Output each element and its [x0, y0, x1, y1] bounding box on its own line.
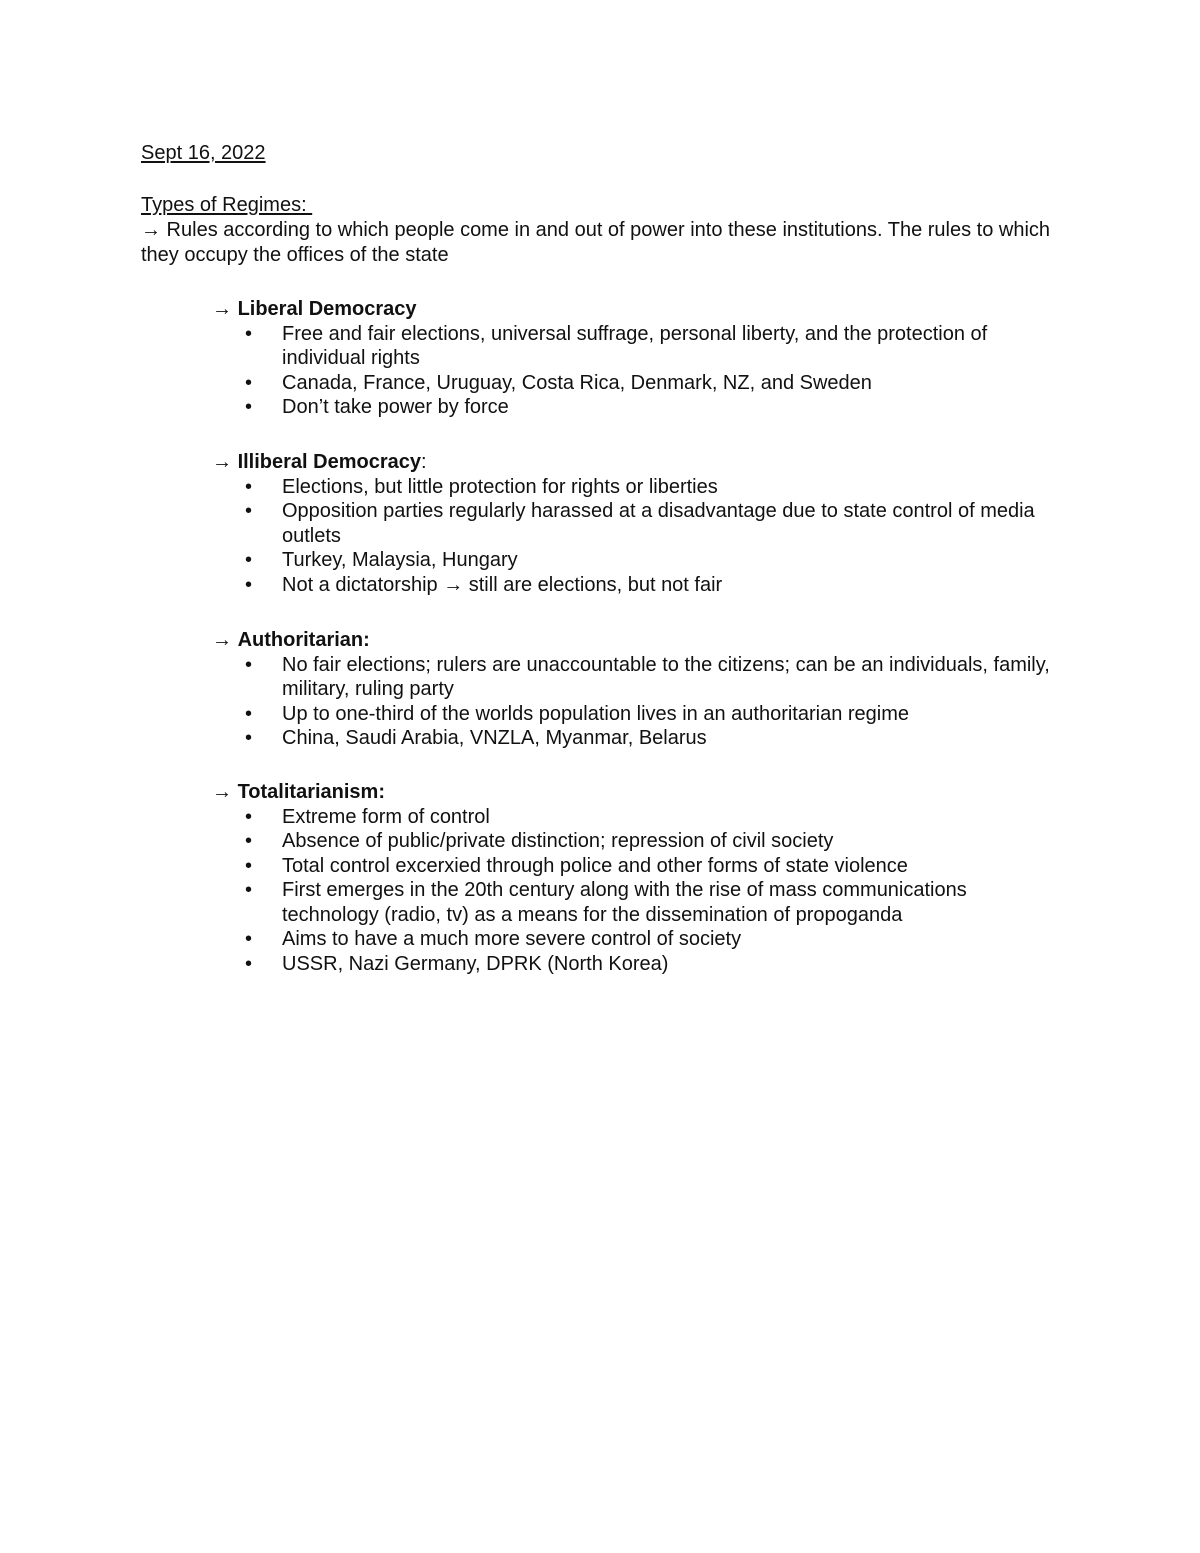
arrow-glyph: →	[212, 781, 238, 803]
list-item-text: Total control excerxied through police and other forms of state violence	[282, 854, 908, 877]
list-item	[212, 726, 1052, 751]
list-item	[212, 805, 1052, 830]
bullet-icon: •	[245, 879, 253, 901]
section-title	[212, 297, 1062, 322]
list-item	[212, 371, 1052, 396]
list-item	[212, 878, 1052, 927]
list-item-text: Aims to have a much more severe control of society	[282, 928, 742, 950]
arrow-glyph: →	[212, 298, 238, 320]
bullet-icon: •	[245, 702, 253, 725]
bullet-icon: •	[245, 549, 253, 571]
bullet-list	[212, 653, 1062, 751]
list-item-text: Free and fair elections, universal suffrage, personal liberty, and the protection of individual rights	[282, 322, 988, 369]
list-item-text: Turkey, Malaysia, Hungary	[282, 549, 518, 571]
section-title	[212, 780, 1062, 805]
section-illiberal-democracy	[212, 450, 1062, 597]
list-item-text: Not a dictatorship → still are elections, but not fair	[282, 573, 723, 596]
list-item-text: No fair elections; rulers are unaccountable to the citizens; can be an individuals, family, military, ruling party	[282, 653, 1050, 700]
bullet-icon: •	[245, 952, 253, 975]
list-item-text: Don’t take power by force	[282, 396, 509, 418]
bullet-icon: •	[245, 371, 253, 394]
section-totalitarianism	[212, 780, 1062, 976]
list-item	[212, 573, 1052, 598]
bullet-icon: •	[245, 727, 253, 749]
list-item	[212, 548, 1052, 573]
bullet-icon: •	[245, 396, 253, 418]
bullet-icon: •	[245, 475, 253, 498]
list-item	[212, 322, 1052, 371]
list-item-text: USSR, Nazi Germany, DPRK (North Korea)	[282, 952, 669, 975]
list-item-text: Up to one-third of the worlds population lives in an authoritarian regime	[282, 702, 910, 725]
section-title-text: Authoritarian:	[237, 629, 370, 651]
section-authoritarian	[212, 628, 1062, 751]
section-title-suffix: :	[421, 451, 427, 473]
note-date: Sept 16, 2022	[141, 142, 266, 164]
bullet-icon: •	[245, 854, 253, 877]
types-heading: Types of Regimes:	[141, 194, 313, 216]
bullet-icon: •	[245, 928, 253, 950]
bullet-list	[212, 805, 1062, 977]
list-item-text: Absence of public/private distinction; repression of civil society	[282, 830, 834, 852]
list-item	[212, 499, 1052, 548]
list-item-text: Canada, France, Uruguay, Costa Rica, Denmark, NZ, and Sweden	[282, 371, 872, 394]
section-title	[212, 628, 1062, 653]
list-item-text: Opposition parties regularly harassed at a disadvantage due to state control of media outlets	[282, 500, 1035, 547]
arrow-glyph: →	[212, 451, 238, 473]
list-item-text: China, Saudi Arabia, VNZLA, Myanmar, Belarus	[282, 727, 707, 749]
list-item-text: Extreme form of control	[282, 805, 490, 828]
section-title	[212, 450, 1062, 475]
section-title-text: Illiberal Democracy	[237, 451, 421, 473]
list-item	[212, 475, 1052, 500]
bullet-icon: •	[245, 573, 253, 596]
bullet-icon: •	[245, 500, 253, 522]
list-item	[212, 395, 1052, 420]
section-liberal-democracy	[212, 297, 1062, 420]
list-item	[212, 927, 1052, 952]
bullet-list	[212, 475, 1062, 598]
intro-text: → Rules according to which people come in and out of power into these institutions. The rules to which they occupy the offices of the state	[141, 219, 1051, 266]
list-item	[212, 854, 1052, 879]
list-item-text: Elections, but little protection for rights or liberties	[282, 475, 718, 498]
arrow-glyph: →	[212, 629, 238, 651]
bullet-icon: •	[245, 653, 253, 676]
list-item	[212, 952, 1052, 977]
bullet-list	[212, 322, 1062, 420]
bullet-icon: •	[245, 830, 253, 852]
list-item	[212, 653, 1052, 702]
section-title-text: Totalitarianism:	[237, 781, 385, 803]
list-item	[212, 702, 1052, 727]
list-item	[212, 829, 1052, 854]
section-title-text: Liberal Democracy	[237, 298, 417, 320]
bullet-icon: •	[245, 805, 253, 828]
list-item-text: First emerges in the 20th century along with the rise of mass communications technology (radio, tv) as a means for the dissemination of propoganda	[282, 879, 967, 926]
bullet-icon: •	[245, 322, 253, 345]
